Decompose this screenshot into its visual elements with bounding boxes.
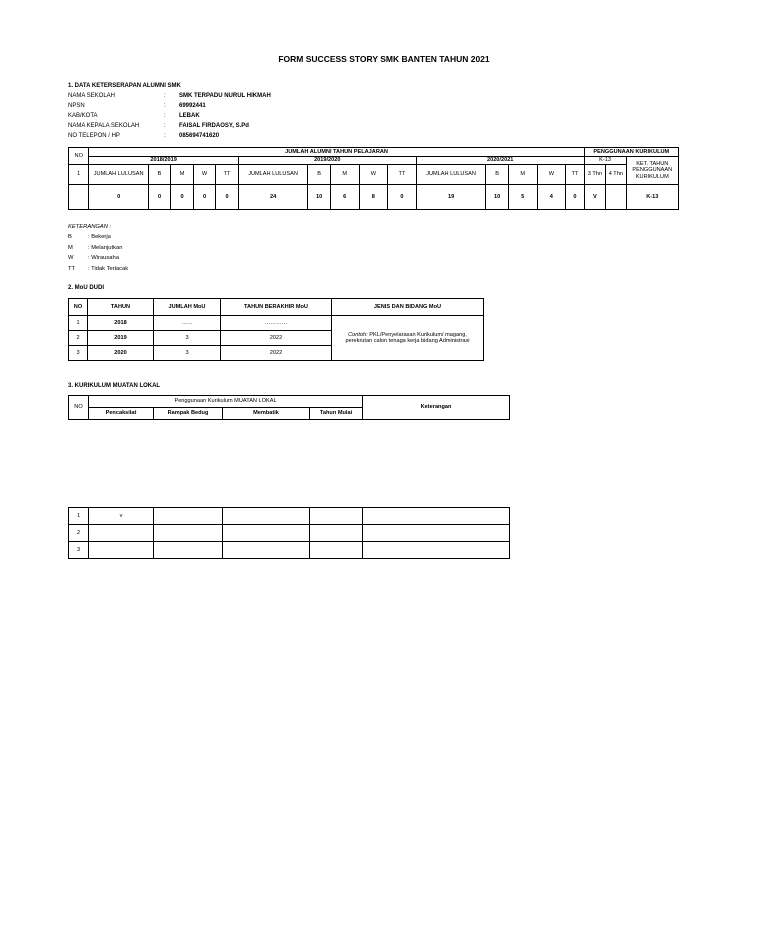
ml-cell [363, 542, 510, 559]
keterangan-desc: : Melanjutkan [88, 244, 123, 251]
keterangan-item [68, 234, 188, 244]
ml-header-keterangan: Keterangan [363, 396, 510, 420]
info-label: NAMA KEPALA SEKOLAH [68, 123, 140, 129]
ml-header-tahun-mulai: Tahun Mulai [310, 408, 363, 420]
info-value: LEBAK [179, 113, 200, 119]
sub-header-3thn: 3 Thn [584, 165, 605, 185]
year-2019-header: 2019/2020 [238, 157, 416, 165]
keterangan-list [68, 234, 188, 276]
info-value: 085694741620 [179, 133, 220, 139]
info-label: NO TELEPON / HP [68, 133, 120, 139]
mou-row-jumlah: 3 [154, 331, 221, 346]
info-label: NAMA SEKOLAH [68, 93, 116, 99]
info-value: SMK TERPADU NURUL HIKMAH [179, 93, 271, 99]
ket-tahun-header: KET. TAHUN PENGGUNAAN KURIKULUM [626, 157, 678, 185]
keterangan-item [68, 266, 188, 276]
ml-header-pencaksilat: Pencaksilat [89, 408, 154, 420]
sub-header-w: W [537, 165, 566, 185]
mou-row-no: 3 [69, 346, 88, 361]
info-label: KAB/KOTA [68, 113, 98, 119]
value-cell: 5 [508, 185, 537, 210]
ml-cell [310, 525, 363, 542]
jumlah-alumni-header: JUMLAH ALUMNI TAHUN PELAJARAN [89, 148, 584, 157]
value-4thn [606, 185, 626, 210]
mou-header-jenis: JENIS DAN BIDANG MoU [332, 299, 484, 316]
info-sep: : [164, 113, 166, 119]
ml-row-no: 2 [69, 525, 89, 542]
sub-header-b: B [486, 165, 509, 185]
sub-header-w: W [359, 165, 388, 185]
kurikulum-header: PENGGUNAAN KURIKULUM [584, 148, 678, 157]
mou-header-tahun: TAHUN [88, 299, 154, 316]
ml-cell [310, 542, 363, 559]
keterangan-key: M [68, 244, 73, 251]
mou-row-tahun: 2019 [88, 331, 154, 346]
k13-header: K-13 [584, 157, 626, 165]
ml-header-membatik: Membatik [223, 408, 310, 420]
sub-header-4thn: 4 Thn [606, 165, 626, 185]
sub-header-tt: TT [388, 165, 417, 185]
ml-header-rampak-bedug: Rampak Bedug [154, 408, 223, 420]
value-cell: 0 [148, 185, 171, 210]
sub-header-m: M [508, 165, 537, 185]
info-sep: : [164, 103, 166, 109]
value-cell: 4 [537, 185, 566, 210]
mou-row-berakhir: ………… [221, 316, 332, 331]
ml-cell [154, 525, 223, 542]
info-row-telepon [68, 133, 368, 143]
section3-heading: 3. KURIKULUM MUATAN LOKAL [68, 383, 161, 389]
info-row-kepala-sekolah [68, 123, 368, 133]
row-number: 1 [69, 165, 89, 185]
ml-cell [363, 508, 510, 525]
info-row-nama-sekolah [68, 93, 368, 103]
keterangan-item [68, 255, 188, 265]
value-cell [69, 185, 89, 210]
mou-row-berakhir: 2022 [221, 346, 332, 361]
value-cell: 10 [486, 185, 509, 210]
info-sep: : [164, 123, 166, 129]
value-cell: 0 [566, 185, 584, 210]
ml-cell [363, 525, 510, 542]
keterangan-key: TT [68, 265, 76, 272]
ml-cell [154, 542, 223, 559]
ml-cell [310, 508, 363, 525]
mou-header-berakhir: TAHUN BERAKHIR MoU [221, 299, 332, 316]
value-cell: 8 [359, 185, 388, 210]
keterangan-key: W [68, 255, 74, 261]
value-cell: 19 [416, 185, 486, 210]
value-cell: 0 [171, 185, 194, 210]
mou-header-jumlah: JUMLAH MoU [154, 299, 221, 316]
info-row-kab-kota [68, 113, 368, 123]
value-cell: 0 [89, 185, 148, 210]
sub-header-m: M [330, 165, 359, 185]
keterangan-desc: : Wirausaha [88, 255, 119, 261]
sub-header-tt: TT [216, 165, 239, 185]
info-value: FAISAL FIRDAOSY, S.Pd [179, 123, 249, 129]
year-2020-header: 2020/2021 [416, 157, 584, 165]
ml-cell [89, 542, 154, 559]
mou-row-tahun: 2018 [88, 316, 154, 331]
sub-header-m: M [171, 165, 194, 185]
section1-heading: 1. DATA KETERSERAPAN ALUMNI SMK [68, 83, 181, 89]
ml-cell [223, 542, 310, 559]
ml-header-no: NO [69, 396, 89, 420]
value-cell: 0 [193, 185, 216, 210]
keterangan-desc: : Bekerja [88, 234, 111, 240]
info-value: 69992441 [179, 103, 206, 109]
ml-cell: v [89, 508, 154, 525]
year-2018-header: 2018/2019 [89, 157, 238, 165]
sub-header-jumlah: JUMLAH LULUSAN [89, 165, 148, 185]
mou-jenis-cell [332, 316, 484, 361]
keterangan-heading: KETERANGAN : [68, 224, 112, 230]
sub-header-tt: TT [566, 165, 584, 185]
info-sep: : [164, 133, 166, 139]
keterangan-item [68, 245, 188, 255]
mou-table [68, 298, 484, 361]
info-label: NPSN [68, 103, 85, 109]
section2-heading: 2. MoU DUDI [68, 285, 104, 291]
mou-jenis-prefix: Contoh: [348, 331, 368, 338]
form-title: FORM SUCCESS STORY SMK BANTEN TAHUN 2021 [278, 54, 490, 64]
mou-header-no: NO [69, 299, 88, 316]
value-cell: 24 [238, 185, 308, 210]
mou-row-no: 2 [69, 331, 88, 346]
mou-jenis-text: PKL/Penyelarasan Kurikulum/ magang, perekrutan calon tenaga kerja bidang Administrasi [345, 331, 470, 344]
sub-header-jumlah: JUMLAH LULUSAN [416, 165, 486, 185]
alumni-table [68, 147, 679, 210]
school-info [68, 93, 368, 143]
muatan-lokal-header-table [68, 395, 510, 420]
ml-cell [89, 525, 154, 542]
mou-row-jumlah: …… [154, 316, 221, 331]
mou-row-jumlah: 3 [154, 346, 221, 361]
value-3thn: V [584, 185, 605, 210]
ml-group-header: Penggunaan Kurikulum MUATAN LOKAL [89, 396, 363, 408]
mou-row-tahun: 2020 [88, 346, 154, 361]
keterangan-key: B [68, 234, 72, 240]
sub-header-b: B [148, 165, 171, 185]
info-sep: : [164, 93, 166, 99]
col-no-header: NO [69, 148, 89, 165]
muatan-lokal-rows-table [68, 507, 510, 559]
ml-row-no: 1 [69, 508, 89, 525]
value-cell: 0 [216, 185, 239, 210]
info-row-npsn [68, 103, 368, 113]
value-cell: 10 [308, 185, 331, 210]
value-cell: 0 [388, 185, 417, 210]
sub-header-w: W [193, 165, 216, 185]
keterangan-desc: : Tidak Terlacak [88, 265, 129, 272]
value-cell: 6 [330, 185, 359, 210]
ml-row-no: 3 [69, 542, 89, 559]
ml-cell [223, 525, 310, 542]
sub-header-jumlah: JUMLAH LULUSAN [238, 165, 308, 185]
mou-row-berakhir: 2022 [221, 331, 332, 346]
ml-cell [154, 508, 223, 525]
ml-cell [223, 508, 310, 525]
sub-header-b: B [308, 165, 331, 185]
mou-row-no: 1 [69, 316, 88, 331]
value-ket-tahun: K-13 [626, 185, 678, 210]
